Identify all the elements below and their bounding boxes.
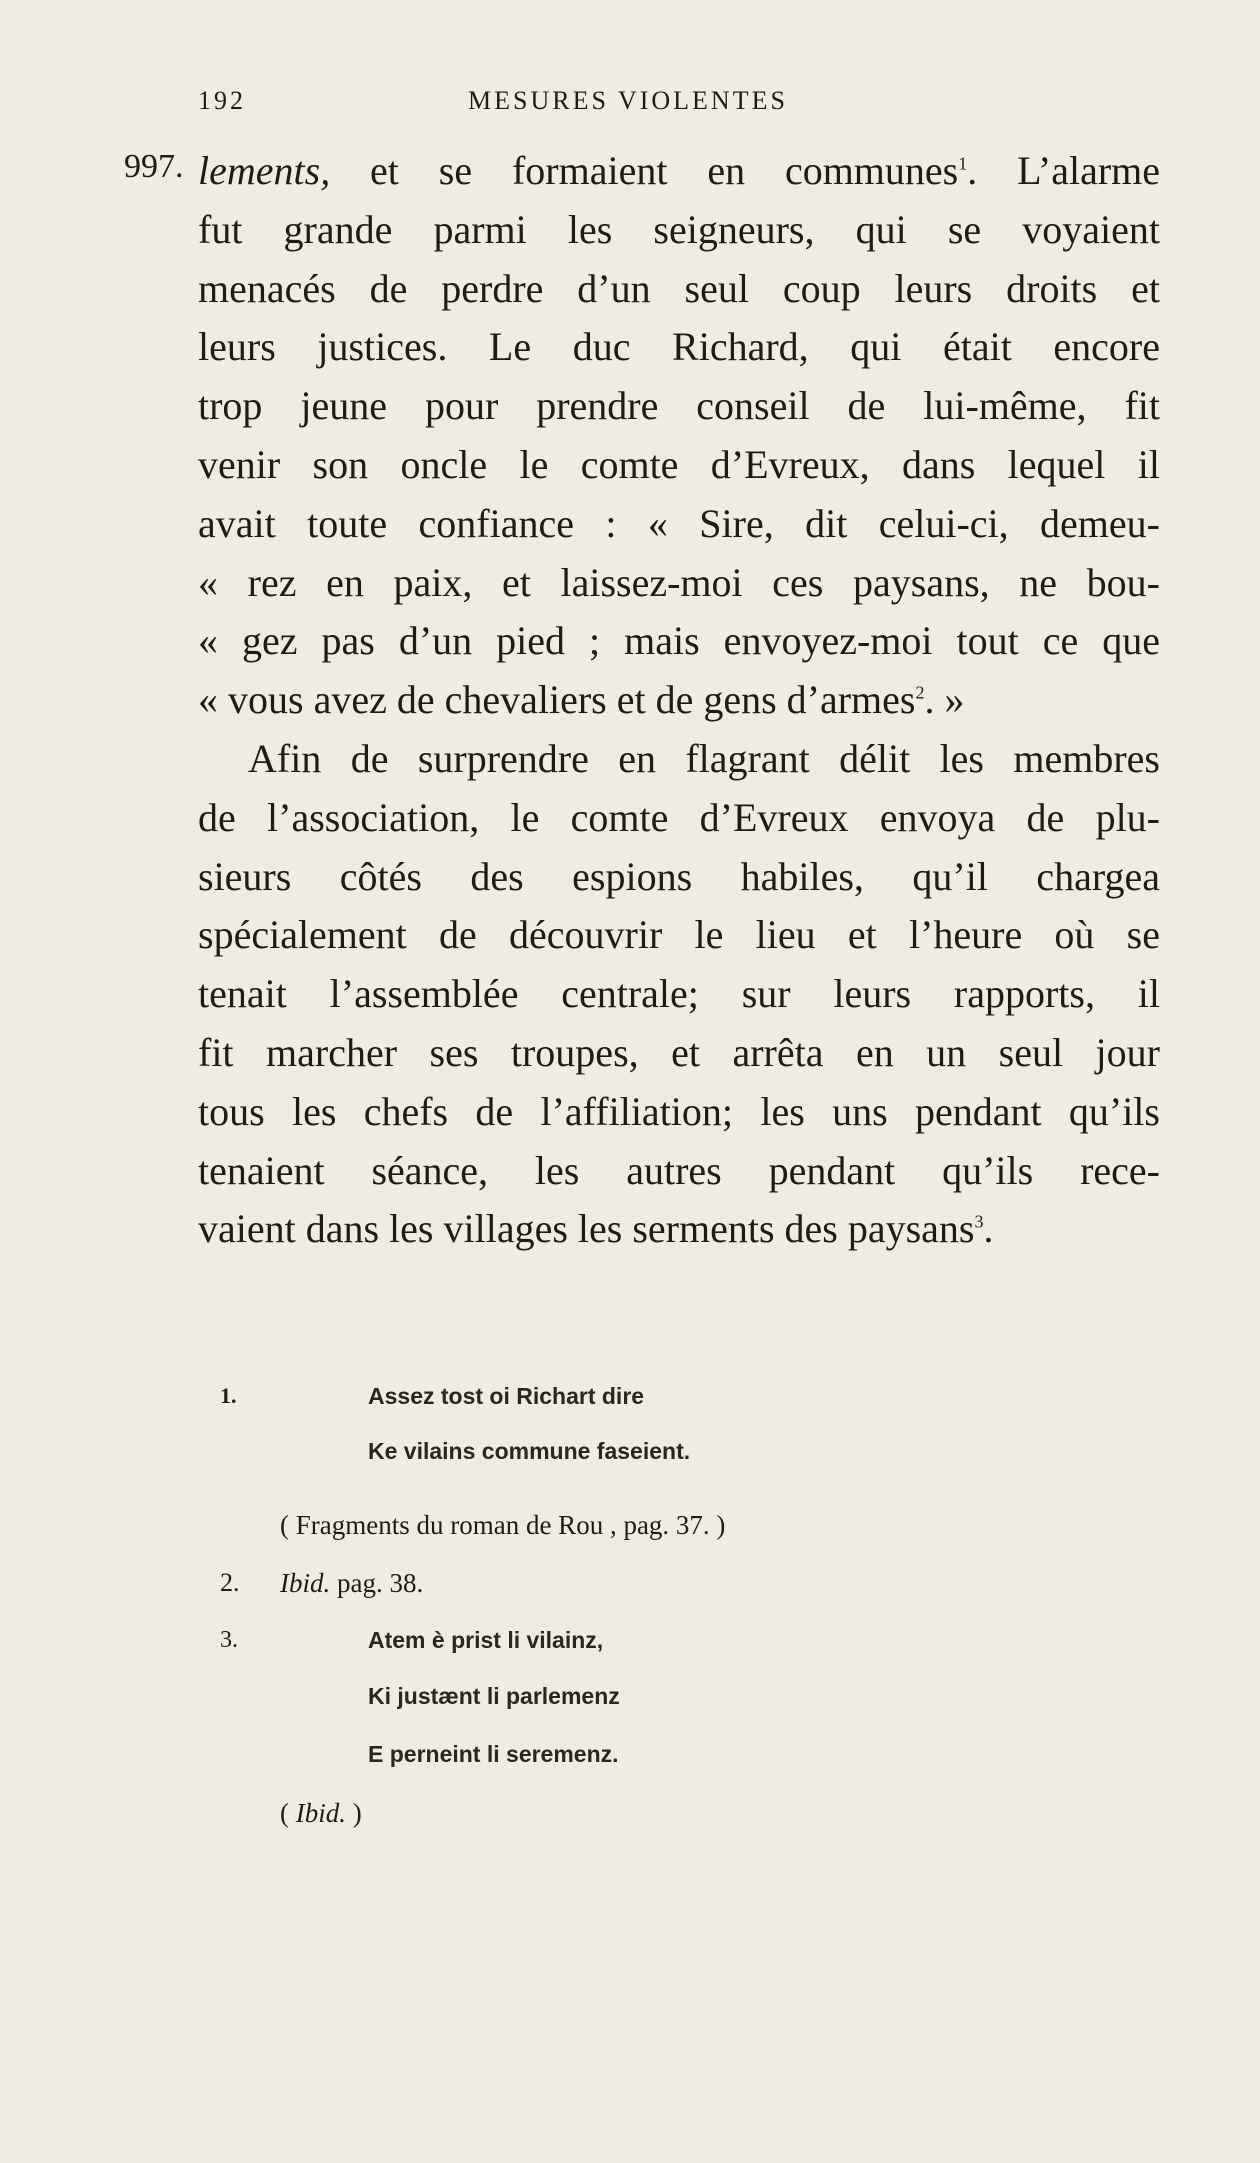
footnote-3-verse-2: Ki justænt li parlemenz — [368, 1683, 620, 1709]
footnote-2-number: 2. — [220, 1568, 240, 1597]
text-line-8: « rez en paix, et laissez-moi ces paysans, ne bou- — [198, 559, 1160, 605]
text-line-1: lements, et se formaient en communes$^1$. L’alarme — [198, 148, 1161, 193]
footnote-1-verse-2: Ke vilains commune faseient. — [368, 1438, 691, 1464]
footnote-3-verse-1: Atem è prist li vilainz, — [368, 1627, 604, 1653]
text-line-4: leurs justices. Le duc Richard, qui était encore — [198, 324, 1160, 370]
text-line-10: « vous avez de chevaliers et de gens d’armes$^2$. » — [198, 677, 965, 723]
footnote-3-source: ( Ibid. ) — [280, 1798, 362, 1828]
text-line-9: « gez pas d’un pied ; mais envoyez-moi tout ce que — [198, 618, 1160, 664]
footnote-1-number: 1. — [220, 1383, 237, 1408]
text-line-5: trop jeune pour prendre conseil de lui-même, fit — [198, 383, 1160, 429]
page-number: 192 — [198, 86, 246, 115]
text-line-19: vaient dans les villages les serments des paysans$^3$. — [198, 1206, 994, 1252]
footnote-ref-3: 3 — [974, 1212, 984, 1233]
text-line-2: fut grande parmi les seigneurs, qui se voyaient — [198, 206, 1160, 252]
text-line-14: spécialement de découvrir le lieu et l’heure où se — [198, 912, 1160, 958]
text-line-11: Afin de surprendre en flagrant délit les membres — [248, 735, 1160, 781]
footnote-3-verse-3: E perneint li seremenz. — [368, 1741, 619, 1767]
text-line-17: tous les chefs de l’affiliation; les uns pendant qu’ils — [198, 1088, 1160, 1134]
text-line-13: sieurs côtés des espions habiles, qu’il chargea — [198, 853, 1160, 899]
margin-year: 997. — [124, 148, 184, 185]
footnote-1-verse-1: Assez tost oi Richart dire — [368, 1383, 645, 1409]
text-line-12: de l’association, le comte d’Evreux envoya de plu- — [198, 794, 1160, 840]
text-line-15: tenait l’assemblée centrale; sur leurs rapports, il — [198, 971, 1160, 1017]
text-line-18: tenaient séance, les autres pendant qu’ils rece- — [198, 1147, 1160, 1193]
footnote-ref-1: 1 — [958, 153, 968, 174]
running-title: MESURES VIOLENTES — [468, 86, 788, 115]
body-text — [198, 142, 1160, 1259]
footnote-ref-2: 2 — [915, 682, 925, 703]
footnote-3-number: 3. — [220, 1627, 238, 1653]
text-line-6: venir son oncle le comte d’Evreux, dans lequel il — [198, 441, 1160, 487]
text-line-3: menacés de perdre d’un seul coup leurs droits et — [198, 265, 1160, 311]
text-line-7: avait toute confiance : « Sire, dit celui-ci, demeu- — [198, 500, 1160, 546]
footnote-1-source: ( Fragments du roman de Rou , pag. 37. ) — [280, 1510, 726, 1540]
footnote-2-text: Ibid. pag. 38. — [280, 1568, 424, 1598]
text-line-16: fit marcher ses troupes, et arrêta en un seul jour — [198, 1029, 1160, 1075]
